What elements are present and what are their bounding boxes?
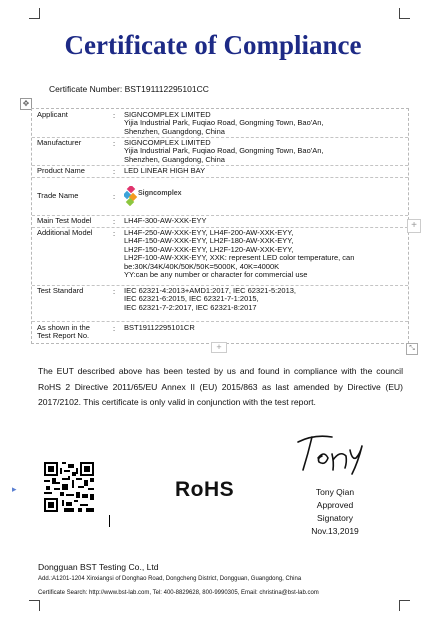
text-cursor xyxy=(109,515,110,527)
trade-logo xyxy=(124,186,186,204)
row-test-report xyxy=(32,321,408,343)
rohs-logo: RoHS xyxy=(175,478,235,501)
signatory-date: Nov.13,2019 xyxy=(311,526,359,536)
qr-code-icon xyxy=(44,462,94,512)
colon: : xyxy=(113,324,116,333)
side-bullet-icon: ▸ xyxy=(12,484,17,494)
label-product-name: Product Name xyxy=(37,166,85,175)
value-test-standard xyxy=(124,287,404,312)
colon: : xyxy=(113,167,116,176)
test-standard-line: IEC 62321-4:2013+AMD1:2017, IEC 62321-5:2013, xyxy=(124,286,296,295)
label-manufacturer: Manufacturer xyxy=(37,138,82,147)
label-test-standard: Test Standard xyxy=(37,286,84,295)
value-test-report: BST19112295101CR xyxy=(124,323,195,332)
applicant-address-1: Yijia Industrial Park, Fuqiao Road, Gongming Town, Bao'An, xyxy=(124,118,324,128)
additional-model-line: LH4F-250-AW-XXK-EYY, LH4F-200-AW-XXK-EYY, xyxy=(124,228,294,237)
value-product-name: LED LINEAR HIGH BAY xyxy=(124,166,206,175)
row-trade-name xyxy=(32,177,408,216)
signatory-name: Tony Qian xyxy=(315,487,355,497)
value-manufacturer xyxy=(124,139,404,164)
colon: : xyxy=(113,287,116,296)
value-main-test-model: LH4F-300-AW-XXK-EYY xyxy=(124,216,207,225)
compliance-statement: The EUT described above has been tested by us and found in compliance with the council RoHS 2 Directive 2011/65/EU Annex II (EU) 2015/863 as last amended by Directive (EU) 2017/2102. This certificate is only valid in conjunction with the test report. xyxy=(38,366,403,408)
additional-model-line: be:30K/34K/40K/50K/50K=5000K, 40K=4000K xyxy=(124,261,280,271)
document-title: Certificate of Compliance xyxy=(64,30,362,60)
signcomplex-logo-icon xyxy=(124,186,138,206)
additional-model-line: YY:can be any number or character for commercial use xyxy=(124,270,308,280)
table-resize-handle-icon[interactable]: ⤡ xyxy=(406,343,418,355)
label-test-report-line2: Test Report No. xyxy=(37,331,90,340)
certificate-number: Certificate Number: BST191112295101CC xyxy=(49,84,209,94)
row-applicant xyxy=(32,109,408,138)
add-row-button[interactable]: + xyxy=(211,342,227,353)
signatory-block xyxy=(300,486,370,538)
manufacturer-name: SIGNCOMPLEX LIMITED xyxy=(124,138,211,147)
crop-mark-bottom-right xyxy=(399,600,410,611)
colon: : xyxy=(113,111,116,120)
row-additional-model xyxy=(32,227,408,286)
crop-mark-bottom-left xyxy=(29,600,40,611)
manufacturer-address-1: Yijia Industrial Park, Fuqiao Road, Gongming Town, Bao'An, xyxy=(124,146,324,156)
test-standard-line: IEC 62321-7-2:2017, IEC 62321-8:2017 xyxy=(124,302,257,312)
signatory-role: Approved Signatory xyxy=(316,500,354,523)
manufacturer-address-2: Shenzhen, Guangdong, China xyxy=(124,154,225,164)
label-trade-name: Trade Name xyxy=(37,191,79,200)
additional-model-line: LH4F-150-AW-XXK-EYY, LH2F-180-AW-XXK-EYY, xyxy=(124,236,294,246)
label-test-report xyxy=(37,324,105,340)
certificate-table xyxy=(31,108,409,344)
trade-name-text: Signcomplex xyxy=(138,190,182,197)
footer-search: Certificate Search: http://www.bst-lab.com, Tel: 400-8829628, 800-9990305, Email: christina@bst-lab.com xyxy=(38,590,319,596)
colon: : xyxy=(113,139,116,148)
applicant-address-2: Shenzhen, Guangdong, China xyxy=(124,126,225,136)
value-additional-model xyxy=(124,229,404,279)
additional-model-line: LH2F-100-AW-XXK-EYY, XXK: represent LED color temperature, can xyxy=(124,253,355,263)
footer-company: Dongguan BST Testing Co., Ltd xyxy=(38,562,159,572)
additional-model-line: LH2F-150-AW-XXK-EYY, LH2F-120-AW-XXK-EYY, xyxy=(124,244,294,254)
row-manufacturer xyxy=(32,137,408,166)
test-standard-line: IEC 62321-6:2015, IEC 62321-7-1:2015, xyxy=(124,294,259,304)
colon: : xyxy=(113,192,116,201)
table-move-handle-icon[interactable]: ✥ xyxy=(20,98,32,110)
colon: : xyxy=(113,229,116,238)
label-applicant: Applicant xyxy=(37,110,68,119)
crop-mark-top-right xyxy=(399,8,410,19)
label-test-report-line1: As shown in the xyxy=(37,323,90,332)
value-applicant xyxy=(124,111,404,136)
label-additional-model: Additional Model xyxy=(37,228,93,237)
footer-address: Add.:A1201-1204 Xinxiangsi of Donghao Road, Dongcheng District, Dongguan, Guangdong, China xyxy=(38,576,302,582)
colon: : xyxy=(113,217,116,226)
signature-image xyxy=(292,428,372,476)
row-test-standard xyxy=(32,285,408,322)
label-main-test-model: Main Test Model xyxy=(37,216,92,225)
applicant-name: SIGNCOMPLEX LIMITED xyxy=(124,110,211,119)
add-column-button[interactable]: + xyxy=(407,219,421,233)
crop-mark-top-left xyxy=(29,8,40,19)
